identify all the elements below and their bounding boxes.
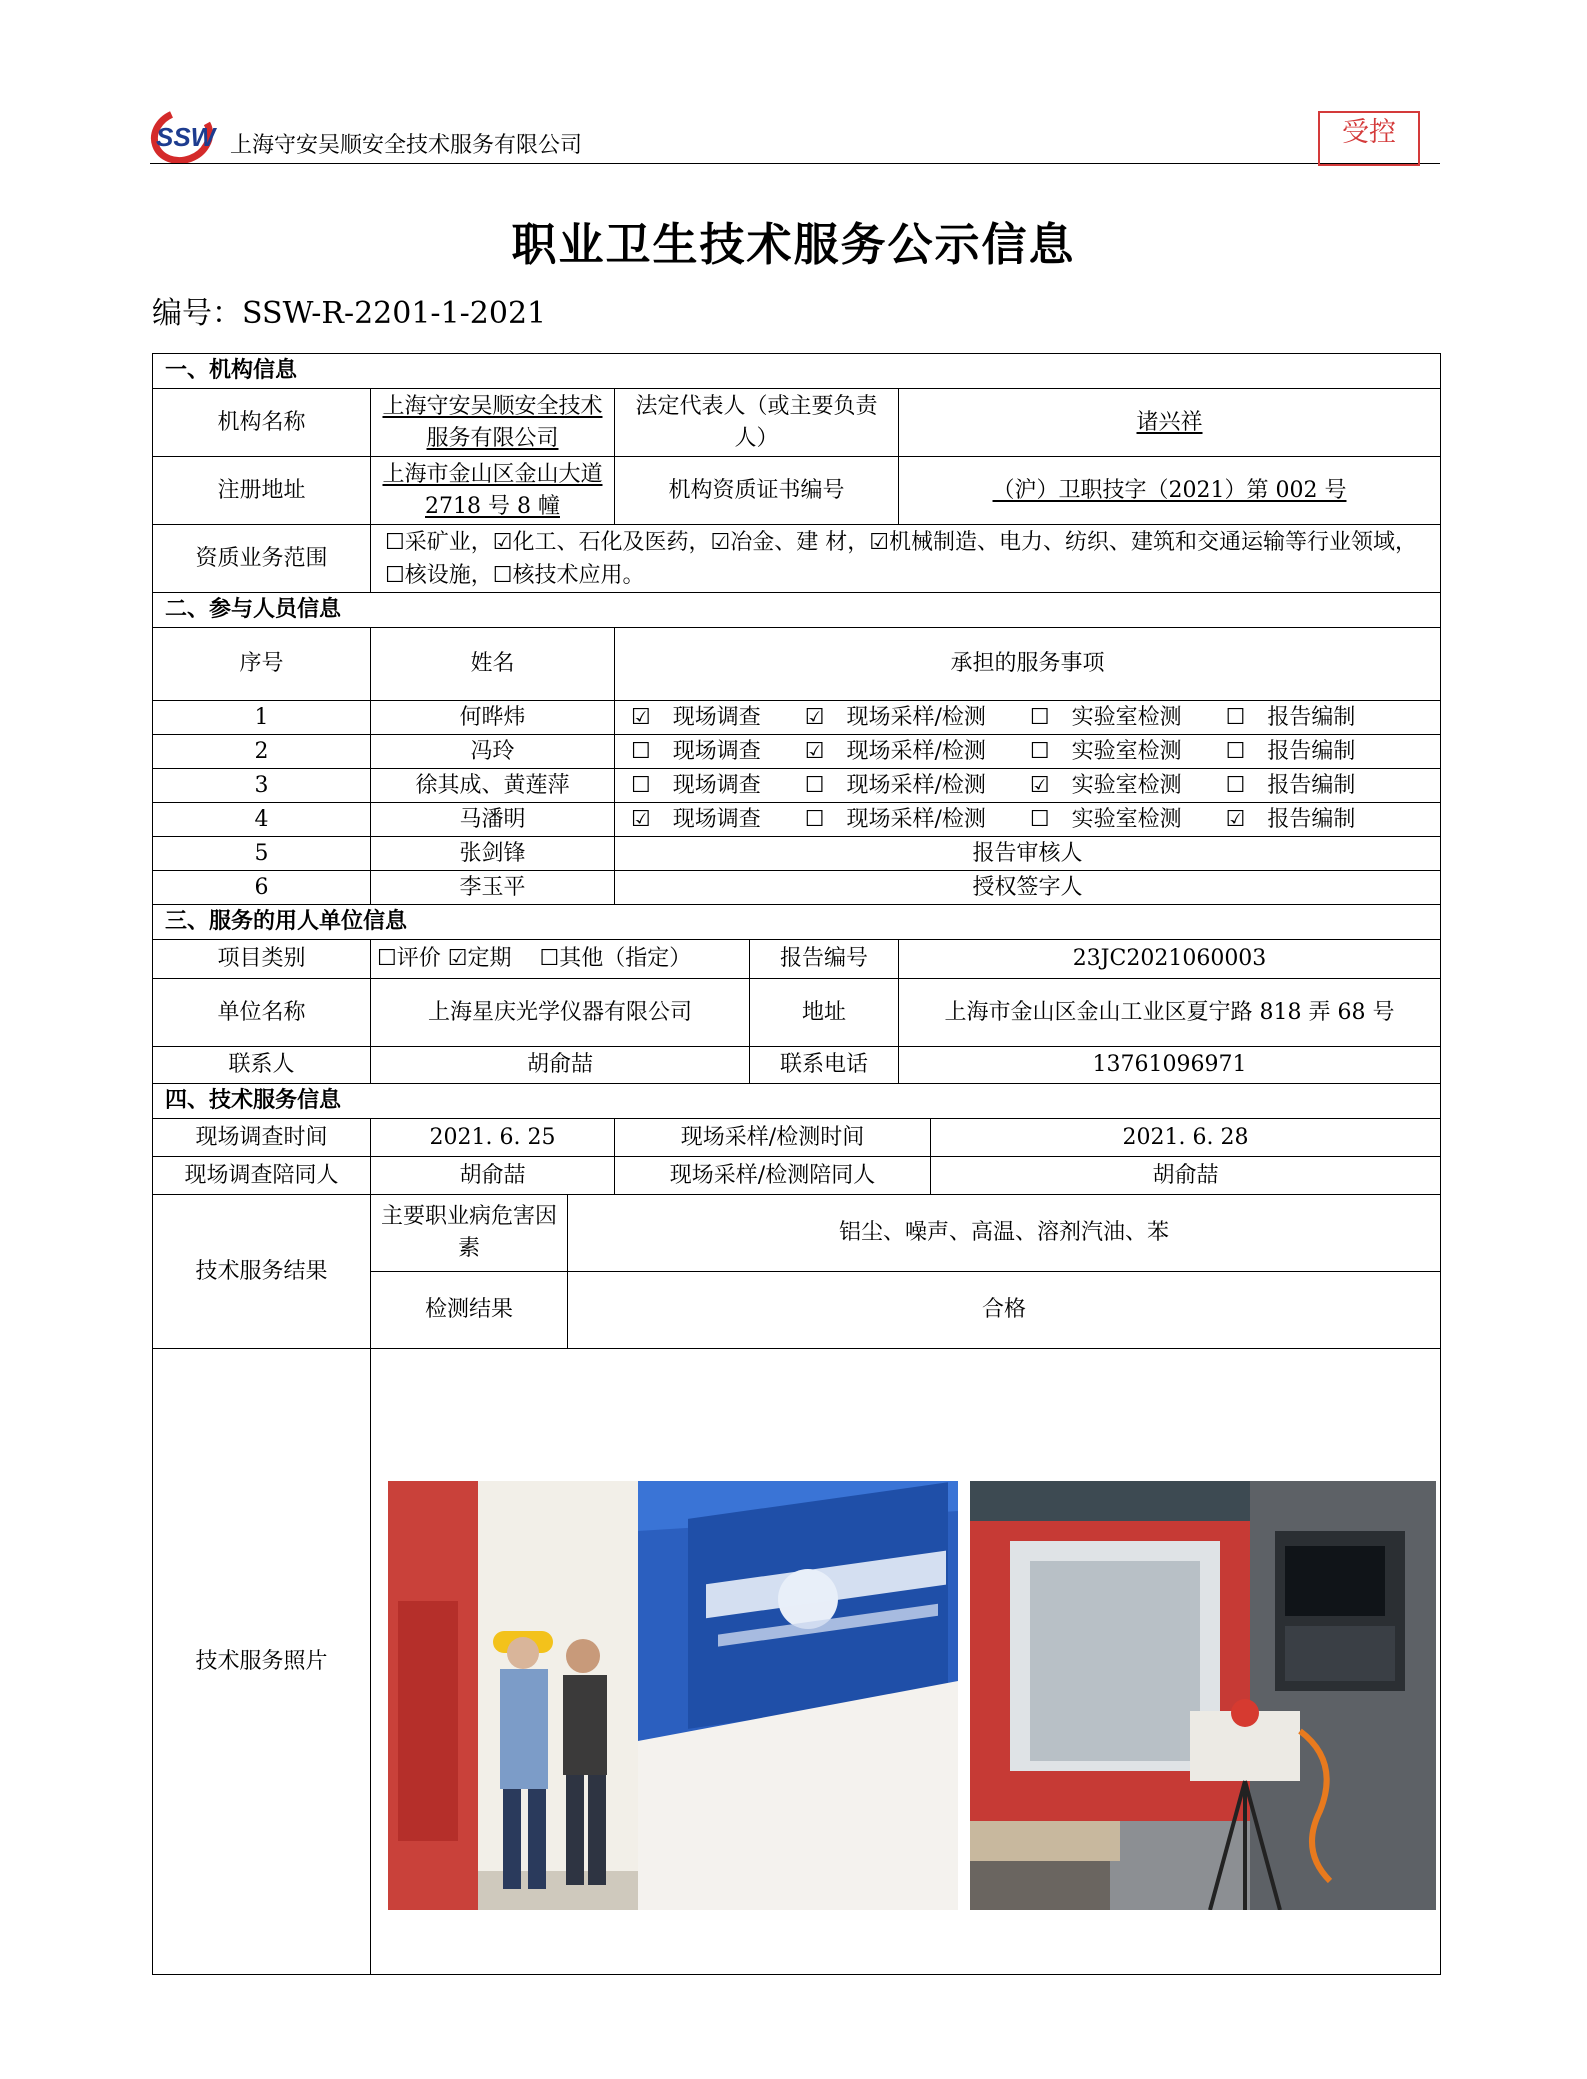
survey-companion-value: 胡俞喆 xyxy=(371,1157,615,1195)
service-checkbox: ☐ xyxy=(804,772,825,798)
unit-address-value: 上海市金山区金山工业区夏宁路 818 弄 68 号 xyxy=(899,979,1441,1047)
service-check-label: 现场采样/检测 xyxy=(846,738,986,764)
project-type-checkbox-0: ☐ xyxy=(377,946,397,972)
service-checkbox: ☐ xyxy=(804,806,825,832)
service-check-label: 实验室检测 xyxy=(1071,704,1182,730)
service-checkbox: ☐ xyxy=(1029,738,1050,764)
service-check-item xyxy=(631,807,783,832)
service-checkbox: ☐ xyxy=(1225,704,1246,730)
controlled-stamp: 受控 xyxy=(1318,111,1420,166)
service-check-item xyxy=(1226,739,1378,764)
scope-checkbox-0: ☐ xyxy=(385,529,405,555)
service-checkbox: ☐ xyxy=(631,738,651,764)
cert-value: （沪）卫职技字（2021）第 002 号 xyxy=(899,457,1441,525)
sampling-time-value: 2021. 6. 28 xyxy=(931,1119,1441,1157)
staff-name: 马潘明 xyxy=(371,803,615,837)
service-checkbox: ☐ xyxy=(1225,772,1246,798)
service-check-item xyxy=(1030,807,1204,832)
hazard-label: 主要职业病危害因素 xyxy=(371,1195,568,1272)
project-type-label: 项目类别 xyxy=(153,940,371,979)
cert-label: 机构资质证书编号 xyxy=(615,457,899,525)
service-checkbox: ☐ xyxy=(631,772,651,798)
staff-name: 冯玲 xyxy=(371,735,615,769)
staff-col-no: 序号 xyxy=(153,628,371,701)
hazard-value: 铝尘、噪声、高温、溶剂汽油、苯 xyxy=(568,1195,1441,1272)
contact-label: 联系人 xyxy=(153,1047,371,1084)
project-type-option: ☑定期 xyxy=(447,946,512,972)
sampling-time-label: 现场采样/检测时间 xyxy=(615,1119,931,1157)
service-check-label: 现场调查 xyxy=(672,704,761,730)
staff-services xyxy=(615,701,1441,735)
contact-value: 胡俞喆 xyxy=(371,1047,750,1084)
service-check-item xyxy=(805,739,1008,764)
service-check-item xyxy=(1226,807,1378,832)
service-checkbox: ☐ xyxy=(1029,806,1050,832)
section-client-heading: 三、服务的用人单位信息 xyxy=(153,905,1441,940)
service-check-label: 现场调查 xyxy=(672,738,761,764)
address-label: 注册地址 xyxy=(153,457,371,525)
photo-site-entrance xyxy=(388,1481,958,1910)
photo-sampling-equipment xyxy=(970,1481,1436,1910)
scope-item: ☐采矿业， xyxy=(385,529,493,555)
staff-no: 3 xyxy=(153,769,371,803)
survey-time-label: 现场调查时间 xyxy=(153,1119,371,1157)
project-type-option: ☐其他（指定） xyxy=(539,946,692,972)
staff-name: 张剑锋 xyxy=(371,837,615,871)
staff-name: 何晔炜 xyxy=(371,701,615,735)
service-check-item xyxy=(1226,773,1378,798)
section-org-heading: 一、机构信息 xyxy=(153,354,1441,389)
scope-item: ☐核技术应用。 xyxy=(492,562,645,588)
service-check-item xyxy=(631,739,783,764)
service-checkbox: ☐ xyxy=(1029,704,1050,730)
staff-col-name: 姓名 xyxy=(371,628,615,701)
service-check-item xyxy=(631,773,783,798)
project-type-options xyxy=(371,940,750,979)
org-name-label: 机构名称 xyxy=(153,389,371,457)
org-name-value: 上海守安吴顺安全技术服务有限公司 xyxy=(371,389,615,457)
service-check-label: 现场采样/检测 xyxy=(846,704,986,730)
service-check-label: 现场采样/检测 xyxy=(846,806,986,832)
service-checkbox: ☑ xyxy=(804,738,825,764)
scope-checkbox-1: ☑ xyxy=(492,529,513,555)
scope-item: ☐核设施， xyxy=(385,562,493,588)
scope-checkbox-2: ☑ xyxy=(710,529,731,555)
svg-text:SSW: SSW xyxy=(156,122,216,152)
staff-services xyxy=(615,735,1441,769)
service-check-label: 报告编制 xyxy=(1267,738,1356,764)
service-check-item xyxy=(805,705,1008,730)
service-check-label: 报告编制 xyxy=(1267,704,1356,730)
unit-name-label: 单位名称 xyxy=(153,979,371,1047)
service-check-label: 实验室检测 xyxy=(1071,772,1182,798)
staff-role: 授权签字人 xyxy=(615,871,1441,905)
staff-name: 徐其成、黄莲萍 xyxy=(371,769,615,803)
staff-no: 5 xyxy=(153,837,371,871)
service-check-label: 报告编制 xyxy=(1267,772,1356,798)
staff-role: 报告审核人 xyxy=(615,837,1441,871)
service-check-label: 现场调查 xyxy=(672,772,761,798)
staff-no: 1 xyxy=(153,701,371,735)
service-checkbox: ☑ xyxy=(1029,772,1050,798)
survey-companion-label: 现场调查陪同人 xyxy=(153,1157,371,1195)
sampling-companion-value: 胡俞喆 xyxy=(931,1157,1441,1195)
staff-no: 6 xyxy=(153,871,371,905)
scope-checkbox-4: ☐ xyxy=(385,562,405,588)
unit-address-label: 地址 xyxy=(750,979,899,1047)
project-type-option: ☐评价 xyxy=(377,946,441,972)
project-type-checkbox-1: ☑ xyxy=(447,946,468,972)
scope-label: 资质业务范围 xyxy=(153,525,371,593)
survey-time-value: 2021. 6. 25 xyxy=(371,1119,615,1157)
service-checkbox: ☑ xyxy=(631,806,651,832)
page-title: 职业卫生技术服务公示信息 xyxy=(511,218,1076,271)
company-header-name: 上海守安吴顺安全技术服务有限公司 xyxy=(230,133,583,158)
service-checkbox: ☑ xyxy=(804,704,825,730)
staff-no: 2 xyxy=(153,735,371,769)
unit-name-value: 上海星庆光学仪器有限公司 xyxy=(371,979,750,1047)
report-no-label: 报告编号 xyxy=(750,940,899,979)
service-check-label: 报告编制 xyxy=(1267,806,1356,832)
report-no-value: 23JC2021060003 xyxy=(899,940,1441,979)
service-check-item xyxy=(805,773,1008,798)
page-header xyxy=(150,100,1440,166)
document-number: 编号：SSW-R-2201-1-2021 xyxy=(152,296,547,331)
staff-services xyxy=(615,769,1441,803)
staff-no: 4 xyxy=(153,803,371,837)
phone-value: 13761096971 xyxy=(899,1047,1441,1084)
legal-rep-label: 法定代表人（或主要负责人） xyxy=(615,389,899,457)
service-checkbox: ☐ xyxy=(1225,738,1246,764)
address-value: 上海市金山区金山大道 2718 号 8 幢 xyxy=(371,457,615,525)
service-check-label: 现场采样/检测 xyxy=(846,772,986,798)
service-check-label: 现场调查 xyxy=(672,806,761,832)
phone-label: 联系电话 xyxy=(750,1047,899,1084)
service-check-item xyxy=(1226,705,1378,730)
photo-label: 技术服务照片 xyxy=(153,1349,371,1975)
scope-item: ☑机械制造、电力、纺织、建筑和交通运输等行业领域， xyxy=(869,529,1417,555)
scope-checkbox-5: ☐ xyxy=(492,562,513,588)
staff-services xyxy=(615,803,1441,837)
sampling-companion-label: 现场采样/检测陪同人 xyxy=(615,1157,931,1195)
scope-checkbox-3: ☑ xyxy=(869,529,889,555)
project-type-checkbox-2: ☐ xyxy=(539,946,560,972)
service-check-label: 实验室检测 xyxy=(1071,738,1182,764)
service-checkbox: ☑ xyxy=(1225,806,1246,832)
service-checkbox: ☑ xyxy=(631,704,651,730)
header-divider xyxy=(150,163,1440,164)
legal-rep-value: 诸兴祥 xyxy=(899,389,1441,457)
service-check-item xyxy=(1030,773,1204,798)
result-label: 技术服务结果 xyxy=(153,1195,371,1349)
scope-item: ☑化工、石化及医药， xyxy=(492,529,711,555)
service-check-item xyxy=(1030,705,1204,730)
section-service-heading: 四、技术服务信息 xyxy=(153,1084,1441,1119)
ssw-logo-icon xyxy=(150,104,228,164)
scope-item: ☑冶金、建 材， xyxy=(710,529,870,555)
service-check-item xyxy=(631,705,783,730)
test-result-label: 检测结果 xyxy=(371,1272,568,1349)
staff-col-service: 承担的服务事项 xyxy=(615,628,1441,701)
service-check-item xyxy=(805,807,1008,832)
service-check-item xyxy=(1030,739,1204,764)
service-check-label: 实验室检测 xyxy=(1071,806,1182,832)
section-staff-heading: 二、参与人员信息 xyxy=(153,593,1441,628)
staff-name: 李玉平 xyxy=(371,871,615,905)
test-result-value: 合格 xyxy=(568,1272,1441,1349)
scope-list xyxy=(371,525,1441,593)
